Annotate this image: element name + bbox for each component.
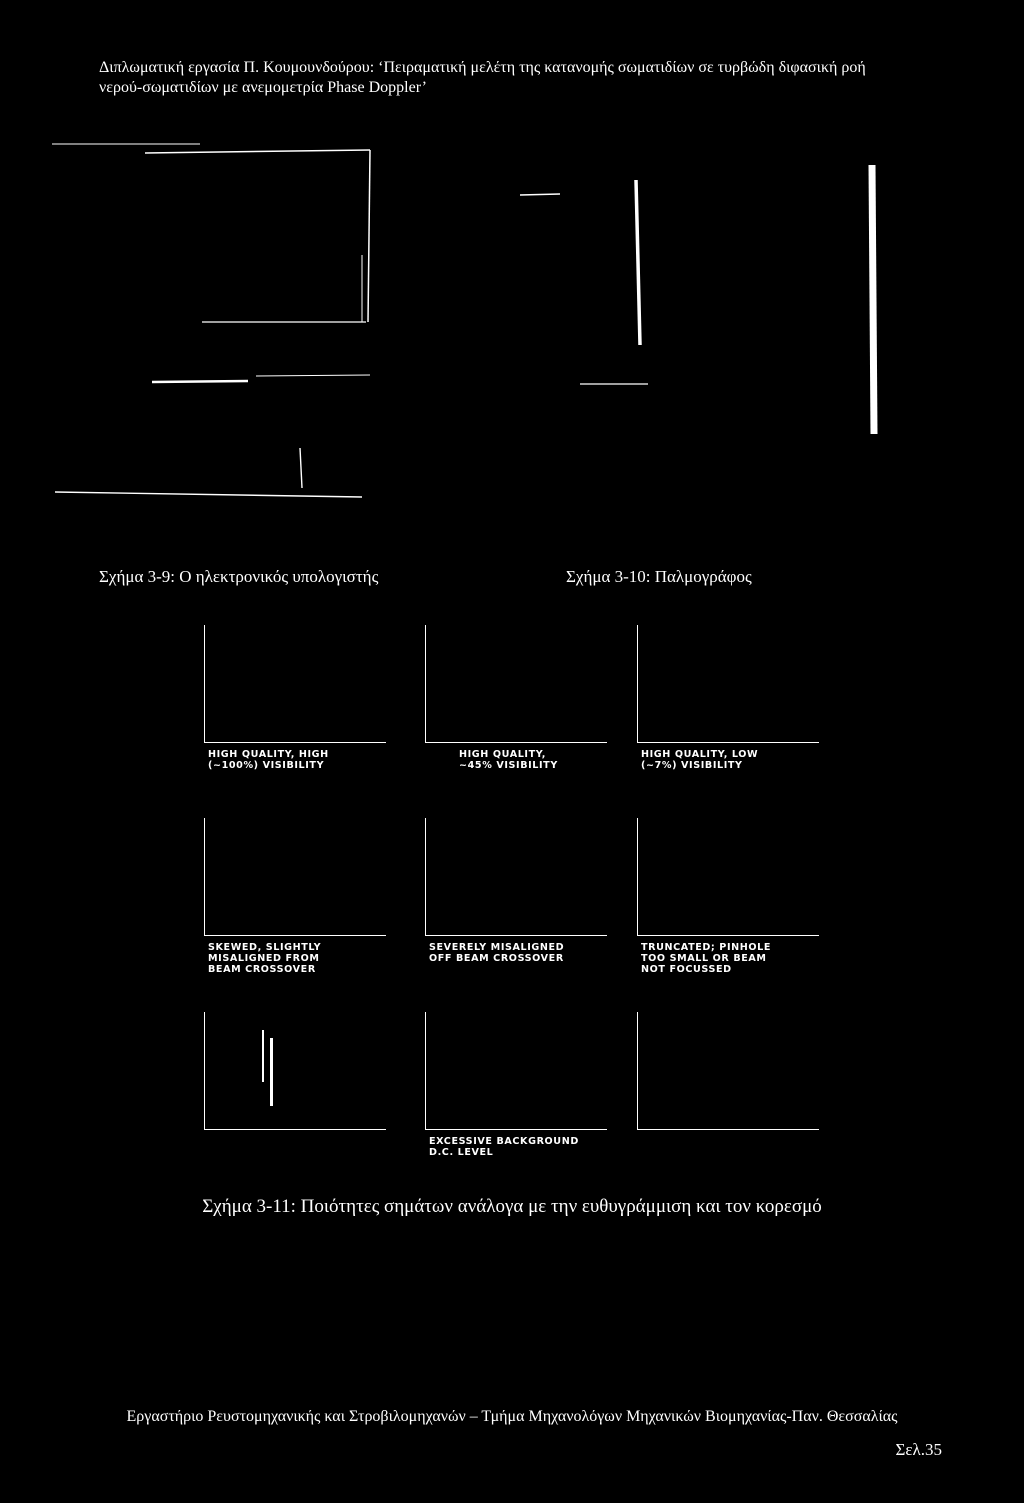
page-footer: Εργαστήριο Ρευστομηχανικής και Στροβιλομηχανών – Τμήμα Μηχανολόγων Μηχανικών Βιομηχανίας-Παν. Θεσσαλίας bbox=[126, 1408, 898, 1425]
figure-3-11-caption: Σχήμα 3-11: Ποιότητες σημάτων ανάλογα με την ευθυγράμμιση και τον κορεσμό bbox=[202, 1196, 822, 1217]
header-line-1: Διπλωματική εργασία Π. Κουμουνδούρου: ‘Πειραματική μελέτη της κατανομής σωματιδίων σε τυρβώδη διφασική ροή bbox=[99, 59, 866, 76]
signal-frame bbox=[204, 818, 386, 936]
signal-frame bbox=[425, 625, 607, 743]
signal-label: SEVERELY MISALIGNED OFF BEAM CROSSOVER bbox=[429, 942, 565, 964]
signal-label: HIGH QUALITY, ~45% VISIBILITY bbox=[459, 749, 558, 771]
signal-label: SKEWED, SLIGHTLY MISALIGNED FROM BEAM CROSSOVER bbox=[208, 942, 322, 975]
figure-3-9-caption: Σχήμα 3-9: Ο ηλεκτρονικός υπολογιστής bbox=[99, 567, 379, 586]
signal-label: HIGH QUALITY, LOW (~7%) VISIBILITY bbox=[641, 749, 759, 771]
signal-frame bbox=[637, 1012, 819, 1130]
header-line-2: νερού-σωματιδίων με ανεμομετρία Phase Doppler’ bbox=[99, 79, 427, 96]
signal-label: EXCESSIVE BACKGROUND D.C. LEVEL bbox=[429, 1136, 579, 1158]
signal-frame bbox=[637, 625, 819, 743]
figure-3-10-caption: Σχήμα 3-10: Παλμογράφος bbox=[566, 567, 752, 586]
signal-frame bbox=[204, 1012, 386, 1130]
signal-frame bbox=[425, 818, 607, 936]
signal-trace bbox=[270, 1038, 273, 1106]
signal-label: HIGH QUALITY, HIGH (~100%) VISIBILITY bbox=[208, 749, 329, 771]
page-number: Σελ.35 bbox=[895, 1440, 942, 1459]
signal-trace bbox=[262, 1030, 264, 1082]
signal-frame bbox=[204, 625, 386, 743]
signal-label: TRUNCATED; PINHOLE TOO SMALL OR BEAM NOT FOCUSSED bbox=[641, 942, 771, 975]
signal-frame bbox=[425, 1012, 607, 1130]
signal-frame bbox=[637, 818, 819, 936]
